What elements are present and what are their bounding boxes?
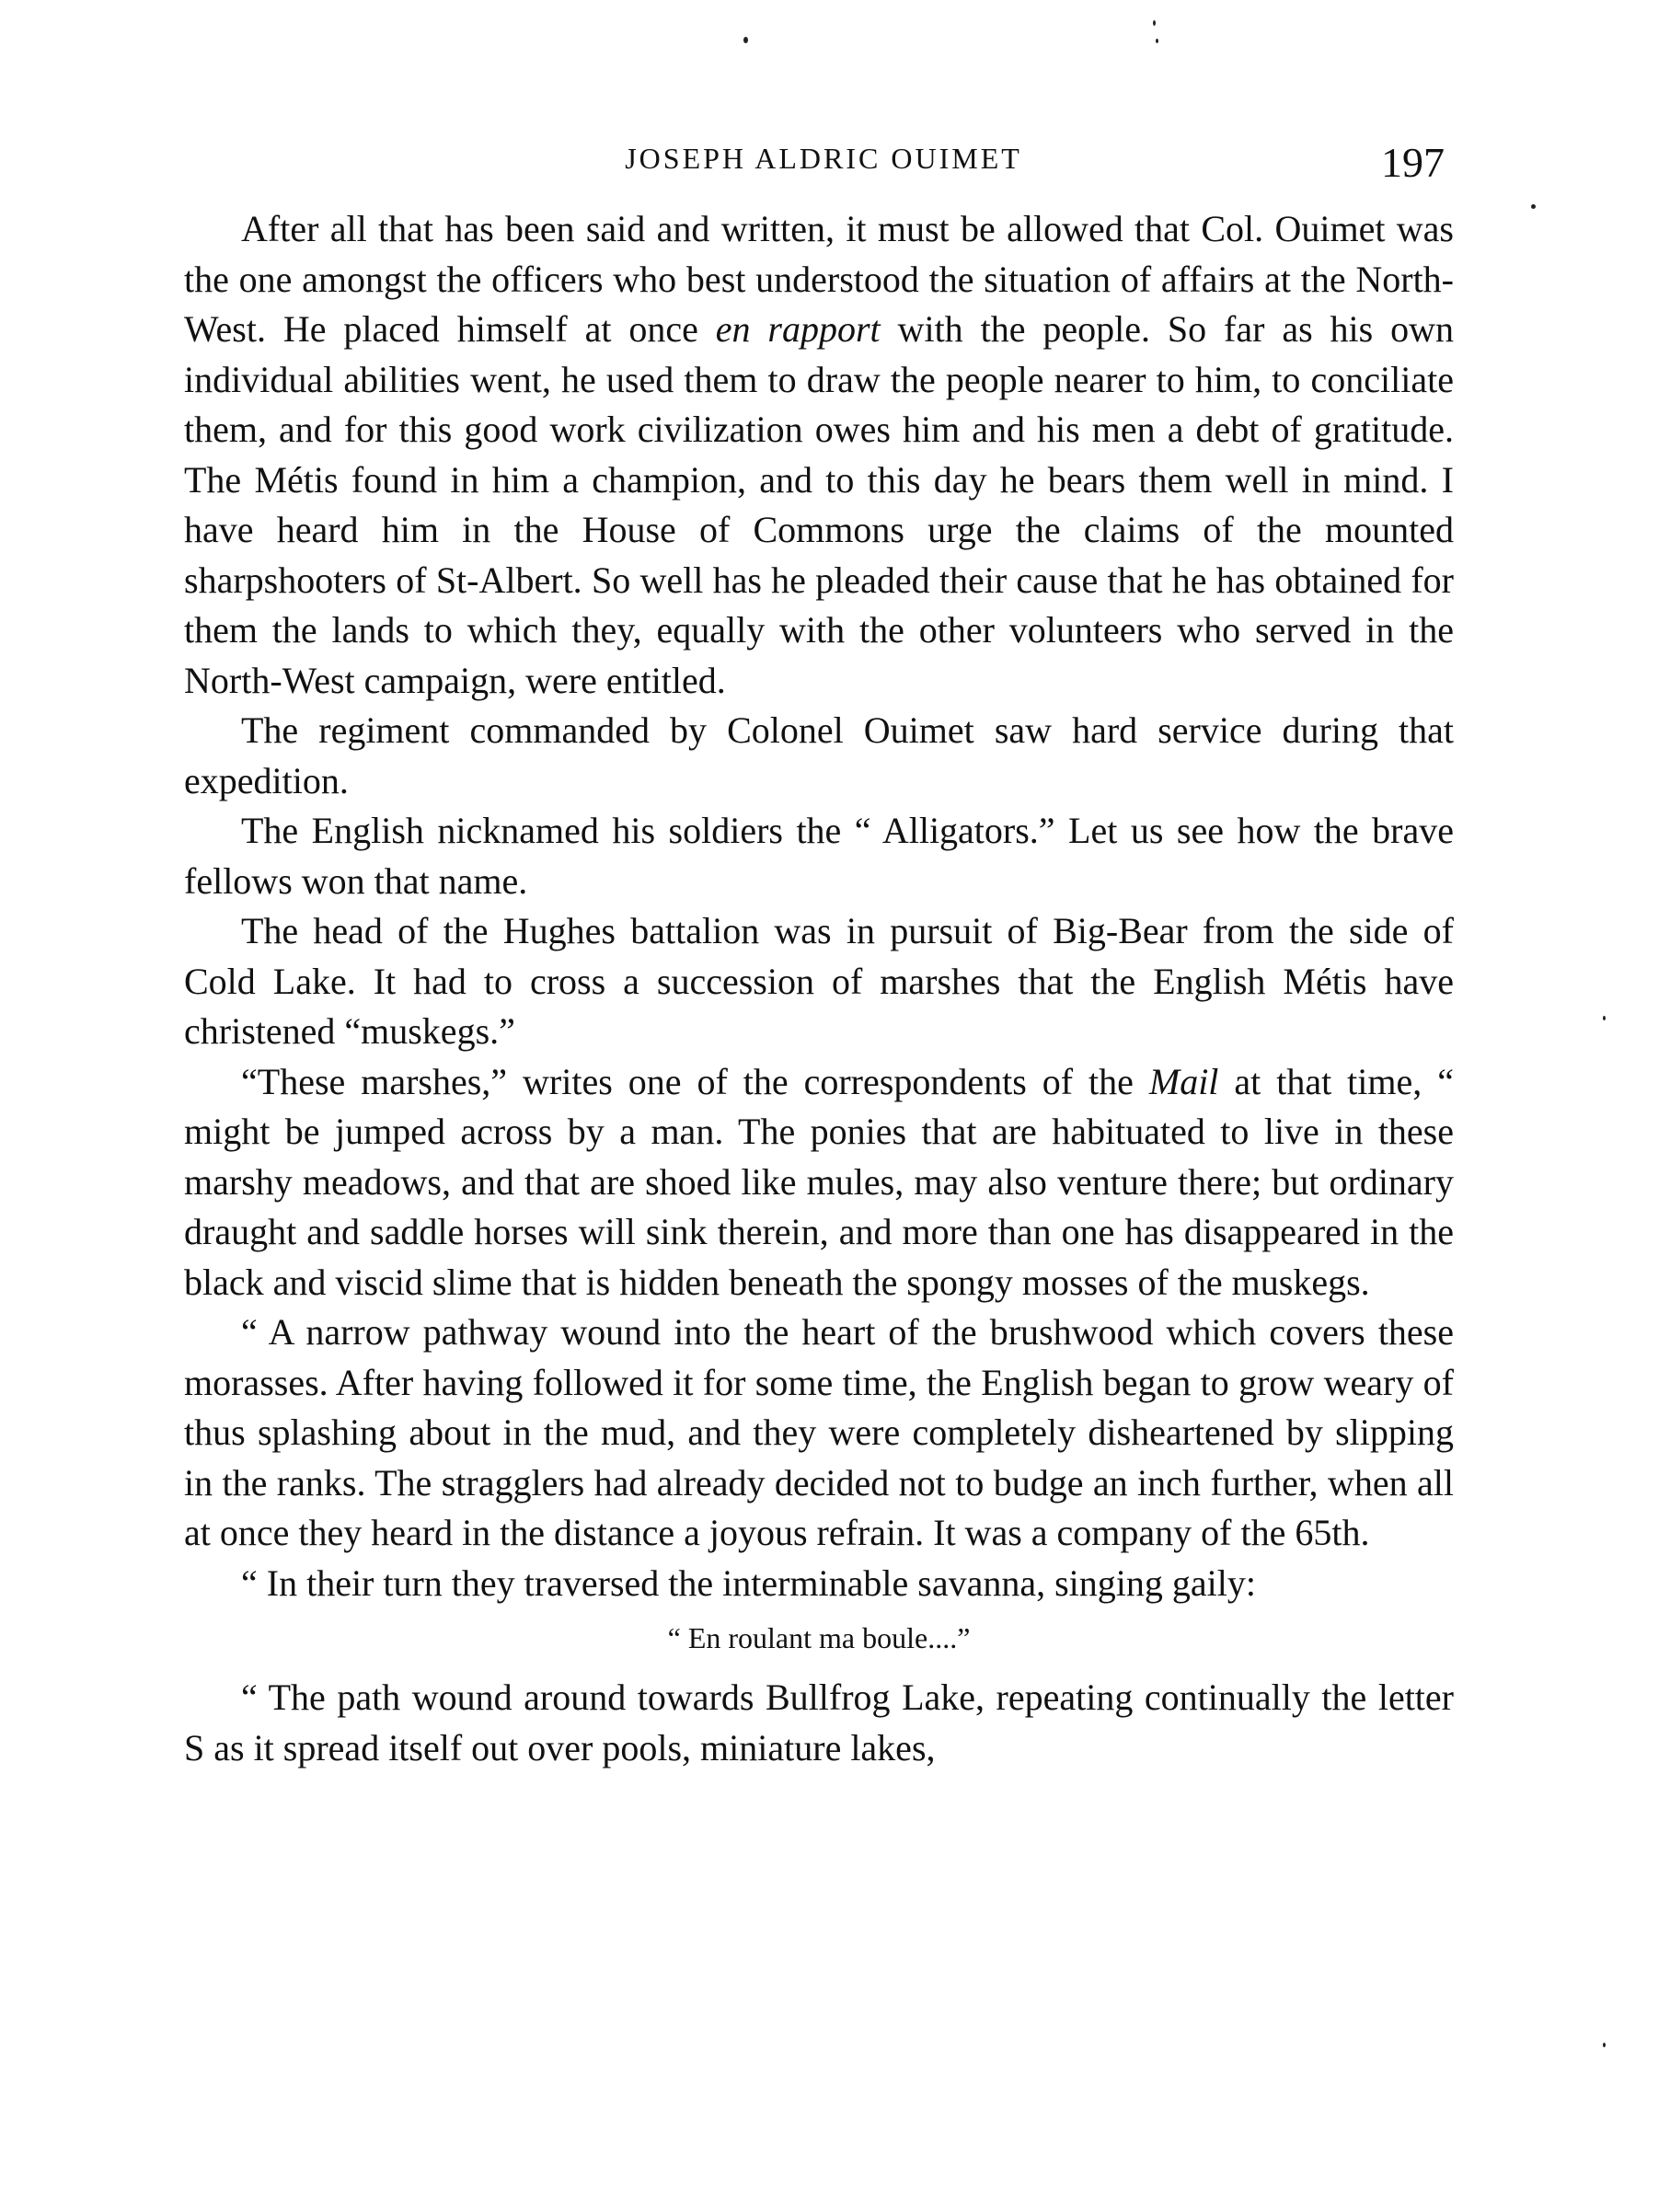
italic-phrase: en rapport (715, 308, 881, 350)
body-text (184, 204, 1454, 1773)
paragraph: “These marshes,” writes one of the correspondents of the Mail at that time, “ might be jumped across by a man. The ponies that are habituated to live in these marshy meadows, and that are shoed like mules, may also venture there; but ordinary draught and saddle horses will sink therein, and more than one has disappeared in the black and viscid slime that is hidden beneath the spongy mosses of the muskegs. (184, 1060, 1455, 1303)
paragraph: The regiment commanded by Colonel Ouimet saw hard service during that expedition. (184, 709, 1454, 801)
running-head (184, 138, 1463, 184)
page-number: 197 (1381, 139, 1445, 186)
scan-speck (743, 37, 748, 43)
paragraph: “ In their turn they traversed the interminable savanna, singing gaily: (241, 1561, 1256, 1604)
paragraph: “ A narrow pathway wound into the heart of the brushwood which covers these morasses. After having followed it for some time, the English began to grow weary of thus splashing about in the mud, and they were completely disheartened by slipping in the ranks. The stragglers had already decided not to budge an inch further, when all at once they heard in the distance a joyous refrain. It was a company of the 65th. (184, 1311, 1454, 1553)
italic-phrase: Mail (1148, 1060, 1219, 1102)
scan-speck (1603, 1016, 1606, 1020)
scan-speck (1603, 2043, 1606, 2047)
paragraph: “ The path wound around towards Bullfrog Lake, repeating continually the letter S as it spread itself out over pools, miniature lakes, (184, 1676, 1454, 1768)
paragraph: After all that has been said and written, it must be allowed that Col. Ouimet was the one amongst the officers who best understood the situation of affairs at the North-West. He placed himself at once en rapport with the people. So far as his own individual abilities went, he used them to draw the people nearer to him, to conciliate them, and for this good work civilization owes him and his men a debt of gratitude. The Métis found in him a champion, and to this day he bears them well in mind. I have heard him in the House of Commons urge the claims of the mounted sharpshooters of St-Albert. So well has he pleaded their cause that he has obtained for them the lands to which they, equally with the other volunteers who served in the North-West campaign, were entitled. (184, 208, 1455, 701)
song-verse: “ En roulant ma boule....” (667, 1621, 971, 1654)
paragraph: The English nicknamed his soldiers the “ Alligators.” Let us see how the brave fellows won that name. (184, 810, 1454, 902)
scan-speck (1531, 204, 1536, 209)
scan-speck (1156, 39, 1158, 43)
paragraph: The head of the Hughes battalion was in pursuit of Big-Bear from the side of Cold Lake. It had to cross a succession of marshes that the English Métis have christened “muskegs.” (184, 910, 1454, 1052)
scan-speck (1153, 20, 1156, 26)
running-title: JOSEPH ALDRIC OUIMET (625, 142, 1022, 175)
